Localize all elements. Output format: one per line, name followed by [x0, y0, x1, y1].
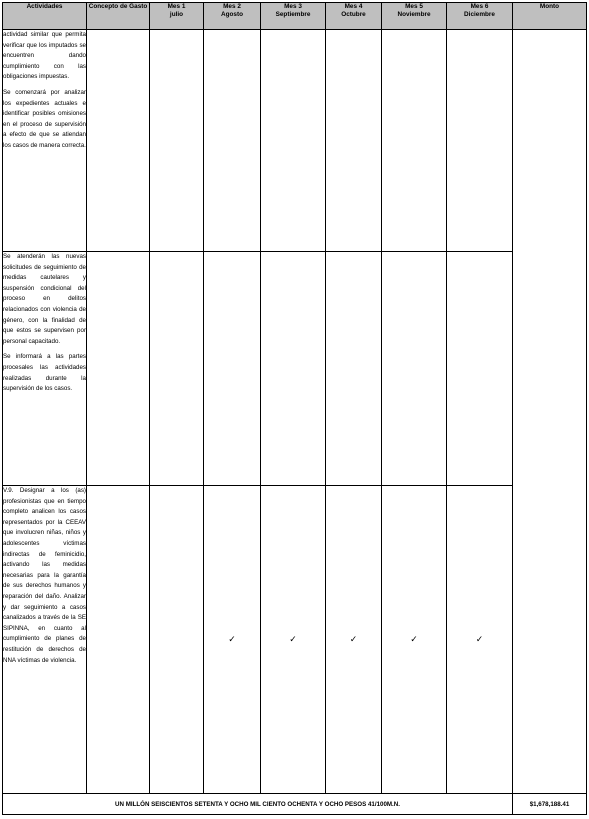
- mes5-cell: [382, 486, 447, 794]
- mes3-cell: [261, 486, 326, 794]
- activity-paragraph: Se informará a las partes procesales las actividades realizadas durante la supervisión de los casos.: [3, 353, 86, 393]
- header-concepto-label: Concepto de Gasto: [88, 3, 148, 10]
- total-amount-cell: [513, 794, 587, 815]
- total-amount-words: UN MILLÓN SEISCIENTOS SETENTA Y OCHO MIL CIENTO OCHENTA Y OCHO PESOS 41/100M.N.: [115, 800, 400, 808]
- header-mes6-month: Diciembre: [464, 11, 495, 18]
- checkmark-icon: ✓: [475, 634, 484, 644]
- concepto-cell: [87, 252, 150, 486]
- checkmark-icon: ✓: [228, 634, 236, 644]
- header-mes2-month: Agosto: [220, 11, 243, 18]
- header-mes3-month: Septiembre: [275, 11, 311, 18]
- mes1-cell: [150, 30, 204, 252]
- checkmark-icon: ✓: [349, 634, 358, 644]
- header-mes1-month: julio: [169, 11, 184, 18]
- mes2-cell: [204, 486, 261, 794]
- activity-paragraph: Se atenderán las nuevas solicitudes de seguimiento de medidas cautelares y suspensión condicional del proceso en delitos relacionados con violencia de género, con la finalidad de que estos se supervisen por personal capacitado.: [3, 253, 86, 345]
- activity-paragraph: actividad similar que permita verificar que los imputados se encuentren dando cumplimiento con las obligaciones impuestas.: [3, 31, 86, 81]
- mes4-cell: [326, 252, 382, 486]
- total-text-cell: [3, 794, 513, 815]
- activity-cell: [3, 486, 87, 794]
- mes5-cell: [382, 252, 447, 486]
- header-mes3-label: Mes 3: [284, 3, 302, 10]
- activity-cell: [3, 30, 87, 252]
- mes4-cell: [326, 30, 382, 252]
- header-mes5-month: Noviembre: [397, 11, 431, 18]
- activities-table: [2, 2, 587, 815]
- header-mes6-label: Mes 6: [470, 3, 489, 10]
- header-mes1: [150, 3, 204, 30]
- mes3-cell: [261, 30, 326, 252]
- mes6-cell: [447, 30, 513, 252]
- mes2-cell: [204, 30, 261, 252]
- checkmark-icon: ✓: [410, 634, 418, 644]
- mes5-cell: [382, 30, 447, 252]
- header-mes2-label: Mes 2: [223, 3, 241, 10]
- concepto-cell: [87, 30, 150, 252]
- header-mes5: [382, 3, 447, 30]
- header-mes5-label: Mes 5: [405, 3, 423, 10]
- table-row: [3, 252, 587, 486]
- header-mes4: [326, 3, 382, 30]
- header-mes1-label: Mes 1: [167, 3, 186, 10]
- activity-cell: [3, 252, 87, 486]
- table-row: [3, 486, 587, 794]
- header-mes4-label: Mes 4: [344, 3, 363, 10]
- mes2-cell: [204, 252, 261, 486]
- header-mes2: [204, 3, 261, 30]
- header-concepto: [87, 3, 150, 30]
- activity-paragraph: Se comenzará por analizar los expedientes actuales e identificar posibles omisiones en el proceso de supervisión a efecto de que se atiendan los casos de manera correcta.: [3, 88, 86, 149]
- header-monto: [513, 3, 587, 30]
- checkmark-icon: ✓: [289, 634, 297, 644]
- header-mes6: [447, 3, 513, 30]
- header-monto-label: Monto: [539, 3, 560, 10]
- concepto-cell: [87, 486, 150, 794]
- header-actividades-label: Actividades: [26, 3, 63, 10]
- header-mes4-month: Octubre: [341, 11, 366, 18]
- mes6-cell: [447, 252, 513, 486]
- total-amount: $1,678,188.41: [529, 800, 570, 808]
- header-mes3: [261, 3, 326, 30]
- header-actividades: [3, 3, 87, 30]
- table-row: [3, 30, 587, 252]
- mes3-cell: [261, 252, 326, 486]
- mes1-cell: [150, 486, 204, 794]
- monto-cell: [513, 30, 587, 794]
- mes4-cell: [326, 486, 382, 794]
- activity-paragraph: V.9. Designar a los (as) profesionistas que en tiempo completo analicen los casos representados por la CEEAV que involucren niñas, niños y adolescentes víctimas indirectas de feminicidio, activando las medidas necesarias para la garantía de sus derechos humanos y reparación del daño. Analizar y dar seguimiento a casos canalizados a través de la SE SIPINNA, en cuanto al cumplimiento de planes de restitución de derechos de NNA víctimas de violencia.: [3, 487, 86, 664]
- mes1-cell: [150, 252, 204, 486]
- header-row: [3, 3, 587, 30]
- total-row: [3, 794, 587, 815]
- mes6-cell: [447, 486, 513, 794]
